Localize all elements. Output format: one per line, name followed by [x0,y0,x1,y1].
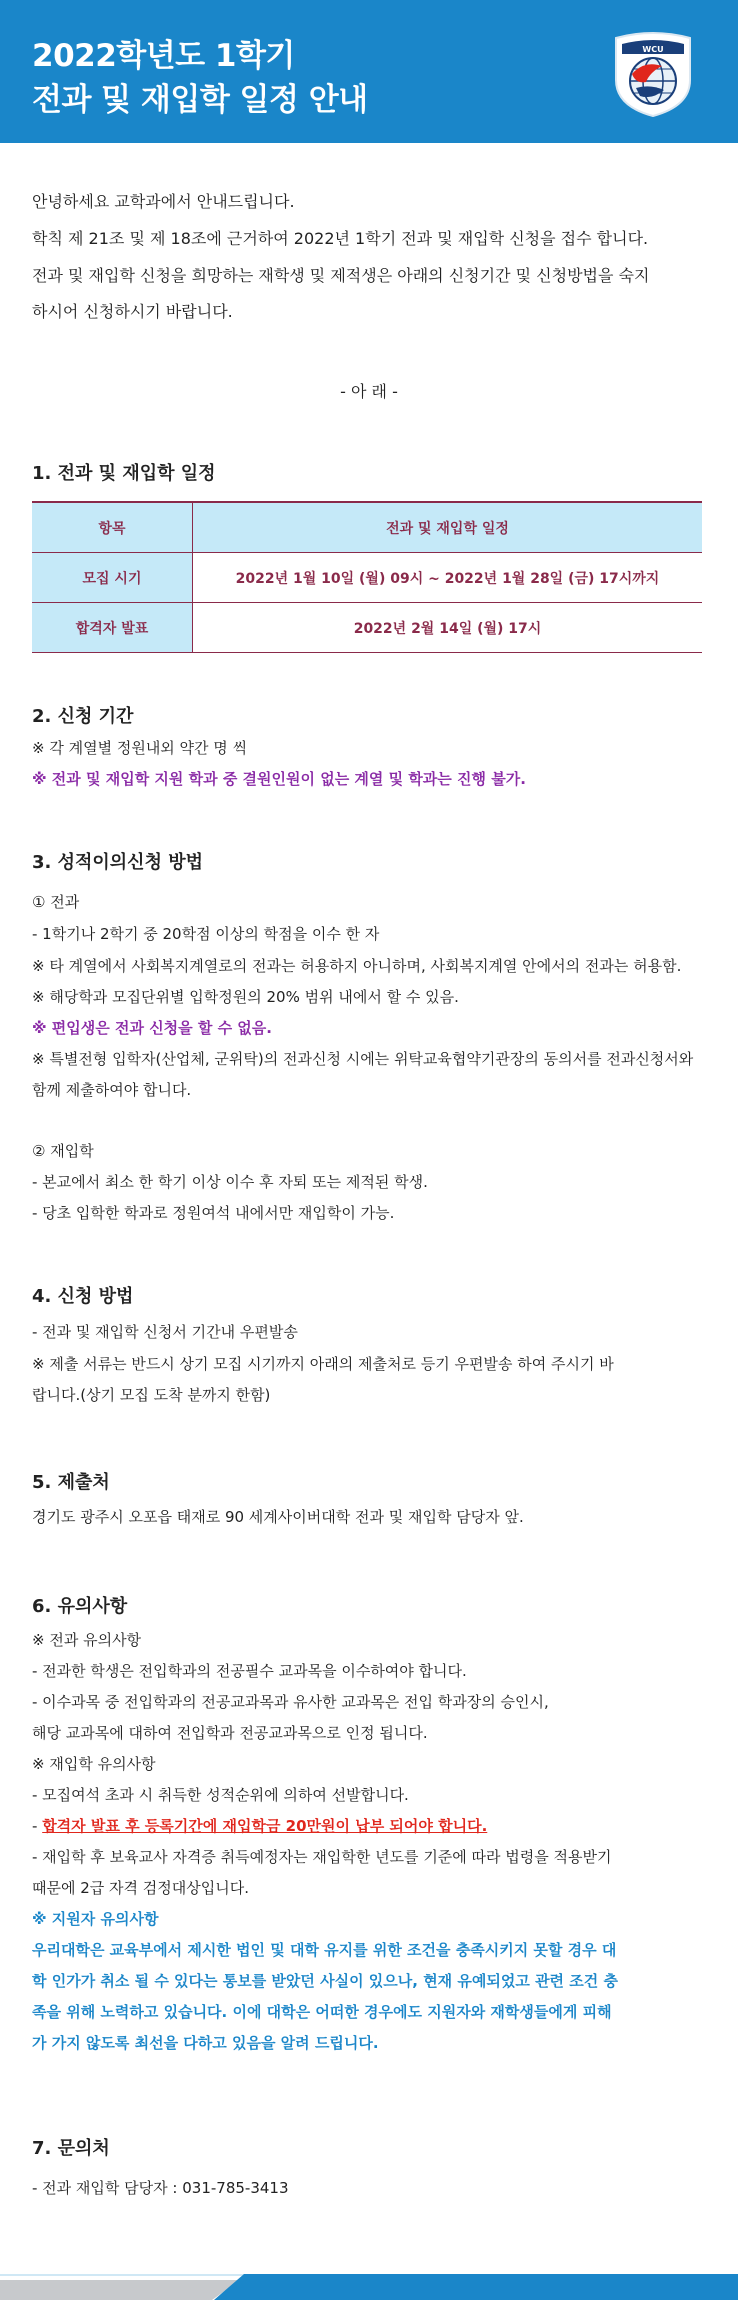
section1-title: 1. 전과 및 재입학 일정 [32,463,216,484]
section4-title: 4. 신청 방법 [32,1286,134,1307]
section3-line: - 본교에서 최소 한 학기 이상 이수 후 자퇴 또는 제적된 학생. [32,1173,428,1191]
intro-line-1: 안녕하세요 교학과에서 안내드립니다. [32,192,295,211]
page-title-line1: 2022학년도 1학기 [32,38,295,74]
section6-line-blue: 가 가지 않도록 최선을 다하고 있음을 알려 드립니다. [32,2034,379,2052]
section3-line: - 당초 입학한 학과로 정원여석 내에서만 재입학이 가능. [32,1204,395,1222]
section6-line-blue: 학 인가가 취소 될 수 있다는 통보를 받았던 사실이 있으나, 현재 유예되었고 관련 조건 충 [32,1972,618,1990]
footer-stripes [0,2262,738,2300]
intro-line-2: 학칙 제 21조 및 제 18조에 근거하여 2022년 1학기 전과 및 재입학 신청을 접수 합니다. [32,229,649,248]
notice-mark: - 아 래 - [340,382,398,401]
section2-line-highlight: ※ 전과 및 재입학 지원 학과 중 결원인원이 없는 계열 및 학과는 진행 불가. [32,770,526,788]
section6-line-warning [32,1816,487,1836]
payment-warning: 합격자 발표 후 등록기간에 재입학금 20만원이 납부 되어야 합니다. [42,1817,488,1835]
university-logo-icon [606,24,700,120]
table-row [32,603,702,653]
section3-line: - 1학기나 2학기 중 20학점 이상의 학점을 이수 한 자 [32,925,380,943]
schedule-table [32,501,702,653]
section3-title: 3. 성적이의신청 방법 [32,852,203,873]
section6-line-blue: ※ 지원자 유의사항 [32,1910,159,1928]
table-header-cell: 전과 및 재입학 일정 [193,502,703,553]
section3-line: ※ 특별전형 입학자(산업체, 군위탁)의 전과신청 시에는 위탁교육협약기관장의 동의서를 전과신청서와 [32,1050,694,1068]
section6-title: 6. 유의사항 [32,1596,128,1617]
section6-line: - 이수과목 중 전입학과의 전공교과목과 유사한 교과목은 전입 학과장의 승인시, [32,1693,549,1711]
section6-line: ※ 재입학 유의사항 [32,1755,156,1773]
header-banner [0,0,738,143]
section3-line: ※ 해당학과 모집단위별 입학정원의 20% 범위 내에서 할 수 있음. [32,988,459,1006]
section4-line: ※ 제출 서류는 반드시 상기 모집 시기까지 아래의 제출처로 등기 우편발송 하여 주시기 바 [32,1355,614,1373]
section6-line: - 모집여석 초과 시 취득한 성적순위에 의하여 선발합니다. [32,1786,409,1804]
intro-line-4: 하시어 신청하시기 바랍니다. [32,302,233,321]
section6-line-blue: 우리대학은 교육부에서 제시한 법인 및 대학 유지를 위한 조건을 충족시키지 못할 경우 대 [32,1941,617,1959]
svg-text:WCU: WCU [642,45,664,54]
section6-line: ※ 전과 유의사항 [32,1631,142,1649]
table-cell-label: 모집 시기 [32,553,193,603]
section3-line: ① 전과 [32,893,80,911]
section3-line-highlight: ※ 편입생은 전과 신청을 할 수 없음. [32,1019,272,1037]
table-header-cell: 항목 [32,502,193,553]
section2-title: 2. 신청 기간 [32,706,134,727]
table-cell-value: 2022년 2월 14일 (월) 17시 [193,603,703,653]
section6-line: 해당 교과목에 대하여 전입학과 전공교과목으로 인정 됩니다. [32,1724,428,1742]
table-header-row [32,502,702,553]
page-title-line2: 전과 및 재입학 일정 안내 [32,82,368,118]
section4-line: - 전과 및 재입학 신청서 기간내 우편발송 [32,1323,298,1341]
dash-prefix: - [32,1817,43,1835]
table-cell-label: 합격자 발표 [32,603,193,653]
intro-line-3: 전과 및 재입학 신청을 희망하는 재학생 및 제적생은 아래의 신청기간 및 신청방법을 숙지 [32,266,650,285]
section2-line: ※ 각 계열별 정원내외 약간 명 씩 [32,739,248,757]
section3-line: 함께 제출하여야 합니다. [32,1081,192,1099]
table-cell-value: 2022년 1월 10일 (월) 09시 ~ 2022년 1월 28일 (금) 17시까지 [193,553,703,603]
section6-line: - 재입학 후 보육교사 자격증 취득예정자는 재입학한 년도를 기준에 따라 법령을 적용받기 [32,1848,612,1866]
section6-line: - 전과한 학생은 전입학과의 전공필수 교과목을 이수하여야 합니다. [32,1662,467,1680]
section7-title: 7. 문의처 [32,2138,110,2159]
section3-line: ※ 타 계열에서 사회복지계열로의 전과는 허용하지 아니하며, 사회복지계열 안에서의 전과는 허용함. [32,957,682,975]
section6-line: 때문에 2급 자격 검정대상입니다. [32,1879,249,1897]
section3-line: ② 재입학 [32,1142,94,1160]
section4-line: 랍니다.(상기 모집 도착 분까지 한함) [32,1386,271,1404]
table-row [32,553,702,603]
section7-line: - 전과 재입학 담당자 : 031-785-3413 [32,2179,289,2197]
section6-line-blue: 족을 위해 노력하고 있습니다. 이에 대학은 어떠한 경우에도 지원자와 재학생들에게 피해 [32,2003,612,2021]
section5-title: 5. 제출처 [32,1472,110,1493]
section5-line: 경기도 광주시 오포읍 태재로 90 세계사이버대학 전과 및 재입학 담당자 앞. [32,1508,524,1526]
